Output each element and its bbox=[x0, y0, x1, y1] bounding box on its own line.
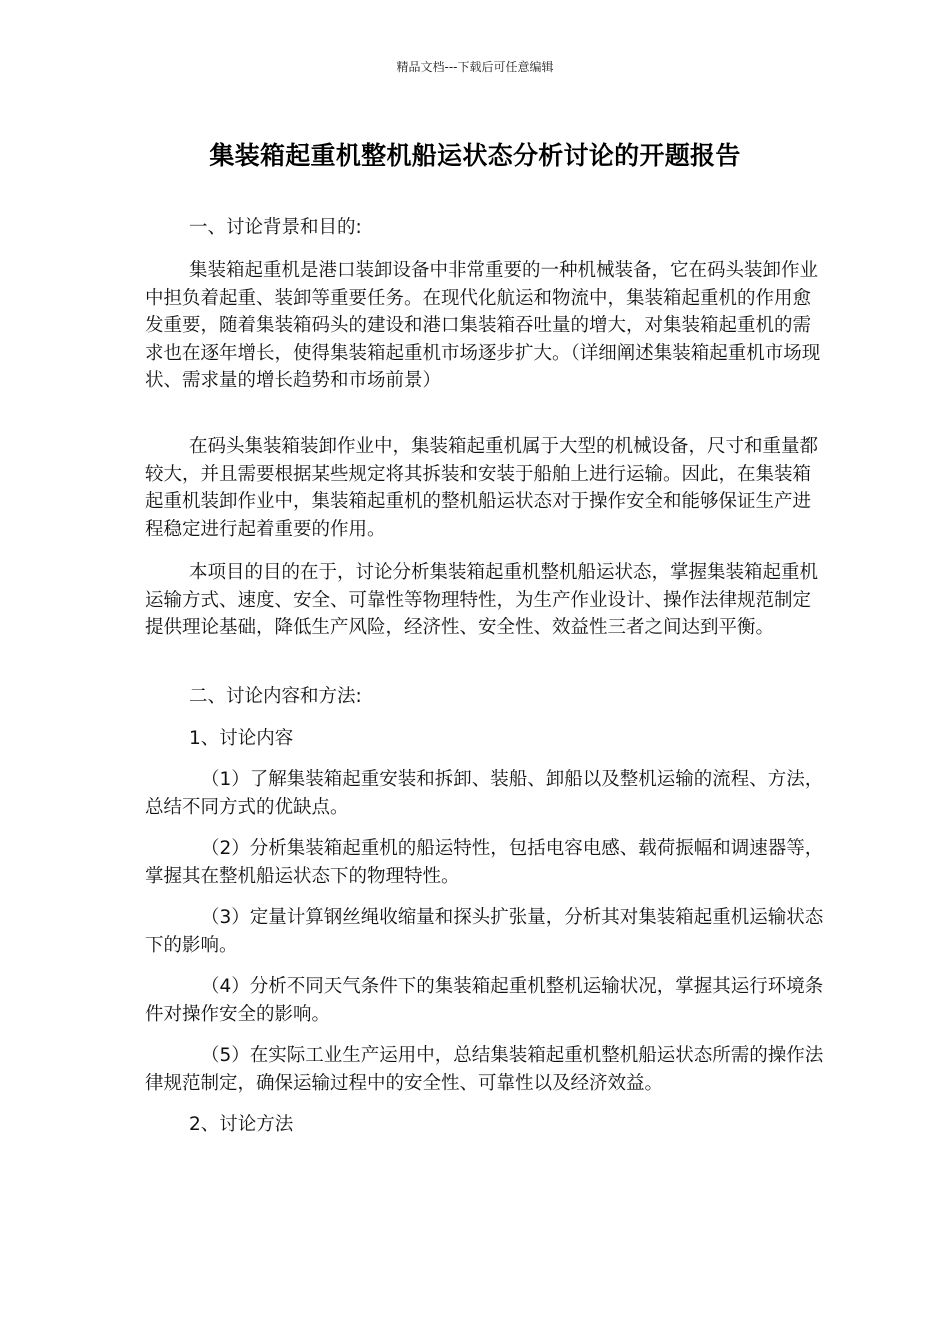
document-title: 集装箱起重机整机船运状态分析讨论的开题报告 bbox=[209, 141, 741, 170]
paragraph-background: 集装箱起重机是港口装卸设备中非常重要的一种机械装备，它在码头装卸作业中担负着起重、装卸等重要任务。在现代化航运和物流中，集装箱起重机的作用愈发重要，随着集装箱码头的建设和港口集装箱吞吐量的增大，对集装箱起重机的需求也在逐年增长，使得集装箱起重机市场逐步扩大。（详细阐述集装箱起重机市场现状、需求量的增长趋势和市场前景） bbox=[145, 260, 821, 391]
paragraph-transport: 在码头集装箱装卸作业中，集装箱起重机属于大型的机械设备，尺寸和重量都较大，并且需要根据某些规定将其拆装和安装于船舶上进行运输。因此，在集装箱起重机装卸作业中，集装箱起重机的整机船运状态对于操作安全和能够保证生产进程稳定进行起着重要的作用。 bbox=[145, 436, 819, 540]
list-item-3: （3）定量计算钢丝绳收缩量和探头扩张量，分析其对集装箱起重机运输状态下的影响。 bbox=[145, 907, 824, 956]
section-heading-content-method: 二、讨论内容和方法: bbox=[189, 686, 362, 707]
list-item-5: （5）在实际工业生产运用中，总结集装箱起重机整机船运状态所需的操作法律规范制定，确保运输过程中的安全性、可靠性以及经济效益。 bbox=[145, 1045, 824, 1094]
subheading-content: 1、讨论内容 bbox=[189, 728, 294, 749]
list-item-2: （2）分析集装箱起重机的船运特性，包括电容电感、载荷振幅和调速器等，掌握其在整机船运状态下的物理特性。 bbox=[145, 838, 824, 887]
list-item-4: （4）分析不同天气条件下的集装箱起重机整机运输状况，掌握其运行环境条件对操作安全的影响。 bbox=[145, 976, 824, 1025]
page-header: 精品文档---下载后可任意编辑 bbox=[396, 60, 554, 74]
section-heading-background: 一、讨论背景和目的: bbox=[189, 217, 362, 238]
paragraph-objective: 本项目的目的在于，讨论分析集装箱起重机整机船运状态，掌握集装箱起重机运输方式、速度、安全、可靠性等物理特性，为生产作业设计、操作法律规范制定提供理论基础，降低生产风险，经济性、安全性、效益性三者之间达到平衡。 bbox=[145, 562, 819, 638]
subheading-method: 2、讨论方法 bbox=[189, 1114, 294, 1135]
list-item-1: （1）了解集装箱起重安装和拆卸、装船、卸船以及整机运输的流程、方法，总结不同方式的优缺点。 bbox=[145, 769, 824, 818]
